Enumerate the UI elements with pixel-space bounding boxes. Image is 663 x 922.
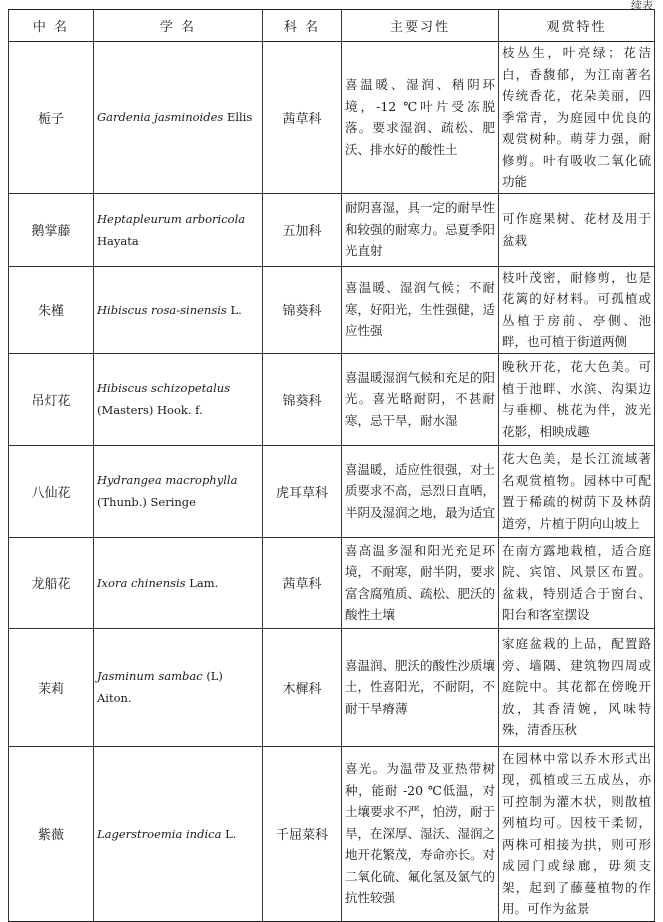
latin-name: Gardenia jasminoides [97,110,224,125]
scientific-name [94,42,263,194]
habit-text: 喜高温多湿和阳光充足环境，不耐寒，耐半阴，要求富含腐殖质、疏松、肥沃的酸性土壤 [342,537,499,628]
table-row [9,266,655,353]
habit-text: 喜温暖、湿润、稍阴环境，-12 ℃叶片受冻脱落。要求湿润、疏松、肥沃、排水好的酸性土 [342,42,499,194]
author: Hayata [97,233,139,248]
chinese-name: 栀子 [9,42,94,194]
family-name: 虎耳草科 [263,445,342,537]
family-name: 茜草科 [263,537,342,628]
scientific-name [94,353,263,445]
plant-table [8,9,655,922]
table-row [9,628,655,746]
author: Lam. [189,575,219,590]
header-ornamental: 观赏特性 [499,10,655,42]
continued-mark: 续表 [631,0,653,12]
habit-text: 耐阴喜湿，具一定的耐旱性和较强的耐寒力。忌夏季阳光直射 [342,193,499,266]
table-row [9,537,655,628]
scientific-name [94,628,263,746]
author: L. [225,826,237,841]
ornamental-text: 在南方露地栽植，适合庭院、宾馆、风景区布置。盆栽，特别适合于窗台、阳台和客室摆设 [499,537,655,628]
chinese-name: 八仙花 [9,445,94,537]
latin-name: Jasminum sambac [97,669,203,683]
family-name: 五加科 [263,193,342,266]
table-row [9,42,655,194]
latin-name: Hydrangea macrophylla [97,473,238,487]
chinese-name: 茉莉 [9,628,94,746]
family-name: 千屈菜科 [263,746,342,921]
habit-text: 喜温润、肥沃的酸性沙质壤土，性喜阳光，不耐阴，不耐干旱瘠薄 [342,628,499,746]
header-family: 科 名 [263,10,342,42]
author: Ellis [226,110,253,125]
author: (Masters) Hook. f. [97,403,203,417]
family-name: 茜草科 [263,42,342,194]
chinese-name: 朱槿 [9,266,94,353]
author: (L) Aiton. [97,669,223,705]
scientific-name [94,266,263,353]
scientific-name [94,445,263,537]
family-name: 锦葵科 [263,353,342,445]
latin-name: Ixora chinensis [97,575,186,590]
ornamental-text: 可作庭果树、花材及用于盆栽 [499,193,655,266]
habit-text: 喜温暖、湿润气候；不耐寒，好阳光，生性强健，适应性强 [342,266,499,353]
ornamental-text: 花大色美，是长江流域著名观赏植物。园林中可配置于稀疏的树荫下及林荫道旁，片植于阴向山坡上 [499,445,655,537]
chinese-name: 鹅掌藤 [9,193,94,266]
habit-text: 喜温暖湿润气候和充足的阳光。喜光略耐阴，不甚耐寒，忌干旱，耐水湿 [342,353,499,445]
ornamental-text: 在园林中常以乔木形式出现，孤植或三五成丛，亦可控制为灌木状，则散植列植均可。因枝干柔韧，两株可相接为拱，则可形成园门或绿廊，毋须支架，起到了藤蔓植物的作用。可作为盆景 [499,746,655,921]
chinese-name: 吊灯花 [9,353,94,445]
table-row [9,746,655,921]
header-habits: 主要习性 [342,10,499,42]
author: L. [230,302,242,317]
scientific-name [94,537,263,628]
latin-name: Heptapleurum arboricola [97,211,246,226]
family-name: 锦葵科 [263,266,342,353]
scientific-name [94,746,263,921]
ornamental-text: 晚秋开花，花大色美。可植于池畔、水滨、沟渠边与垂柳、桃花为伴，波光花影，相映成趣 [499,353,655,445]
table-row [9,353,655,445]
ornamental-text: 家庭盆栽的上品，配置路旁、墙隅、建筑物四周或庭院中。其花都在傍晚开放，其香清婉，风味特殊，清香压秋 [499,628,655,746]
table-row [9,193,655,266]
author: (Thunb.) Seringe [97,495,196,509]
ornamental-text: 枝丛生，叶亮绿；花洁白，香馥郁，为江南著名传统香花，花朵美丽，四季常青，为庭园中优良的观赏树种。萌芽力强，耐修剪。叶有吸收二氧化硫功能 [499,42,655,194]
chinese-name: 紫薇 [9,746,94,921]
ornamental-text: 枝叶茂密，耐修剪，也是花篱的好材料。可孤植或丛植于房前、亭侧、池畔，也可植于街道两侧 [499,266,655,353]
habit-text: 喜光。为温带及亚热带树种，能耐 -20 ℃低温，对土壤要求不严，怕涝，耐于旱，在深厚、湿沃、湿润之地开花繁茂，寿命亦长。对二氧化硫、氟化氢及氯气的抗性较强 [342,746,499,921]
latin-name: Hibiscus rosa-sinensis [97,302,227,317]
table-row [9,445,655,537]
family-name: 木樨科 [263,628,342,746]
scientific-name [94,193,263,266]
header-chinese-name: 中 名 [9,10,94,42]
chinese-name: 龙船花 [9,537,94,628]
habit-text: 喜温暖，适应性很强，对土质要求不高，忌烈日直晒，半阴及湿润之地，最为适宜 [342,445,499,537]
header-row [9,10,655,42]
header-scientific-name: 学 名 [94,10,263,42]
latin-name: Hibiscus schizopetalus [97,381,231,395]
latin-name: Lagerstroemia indica [97,826,222,841]
